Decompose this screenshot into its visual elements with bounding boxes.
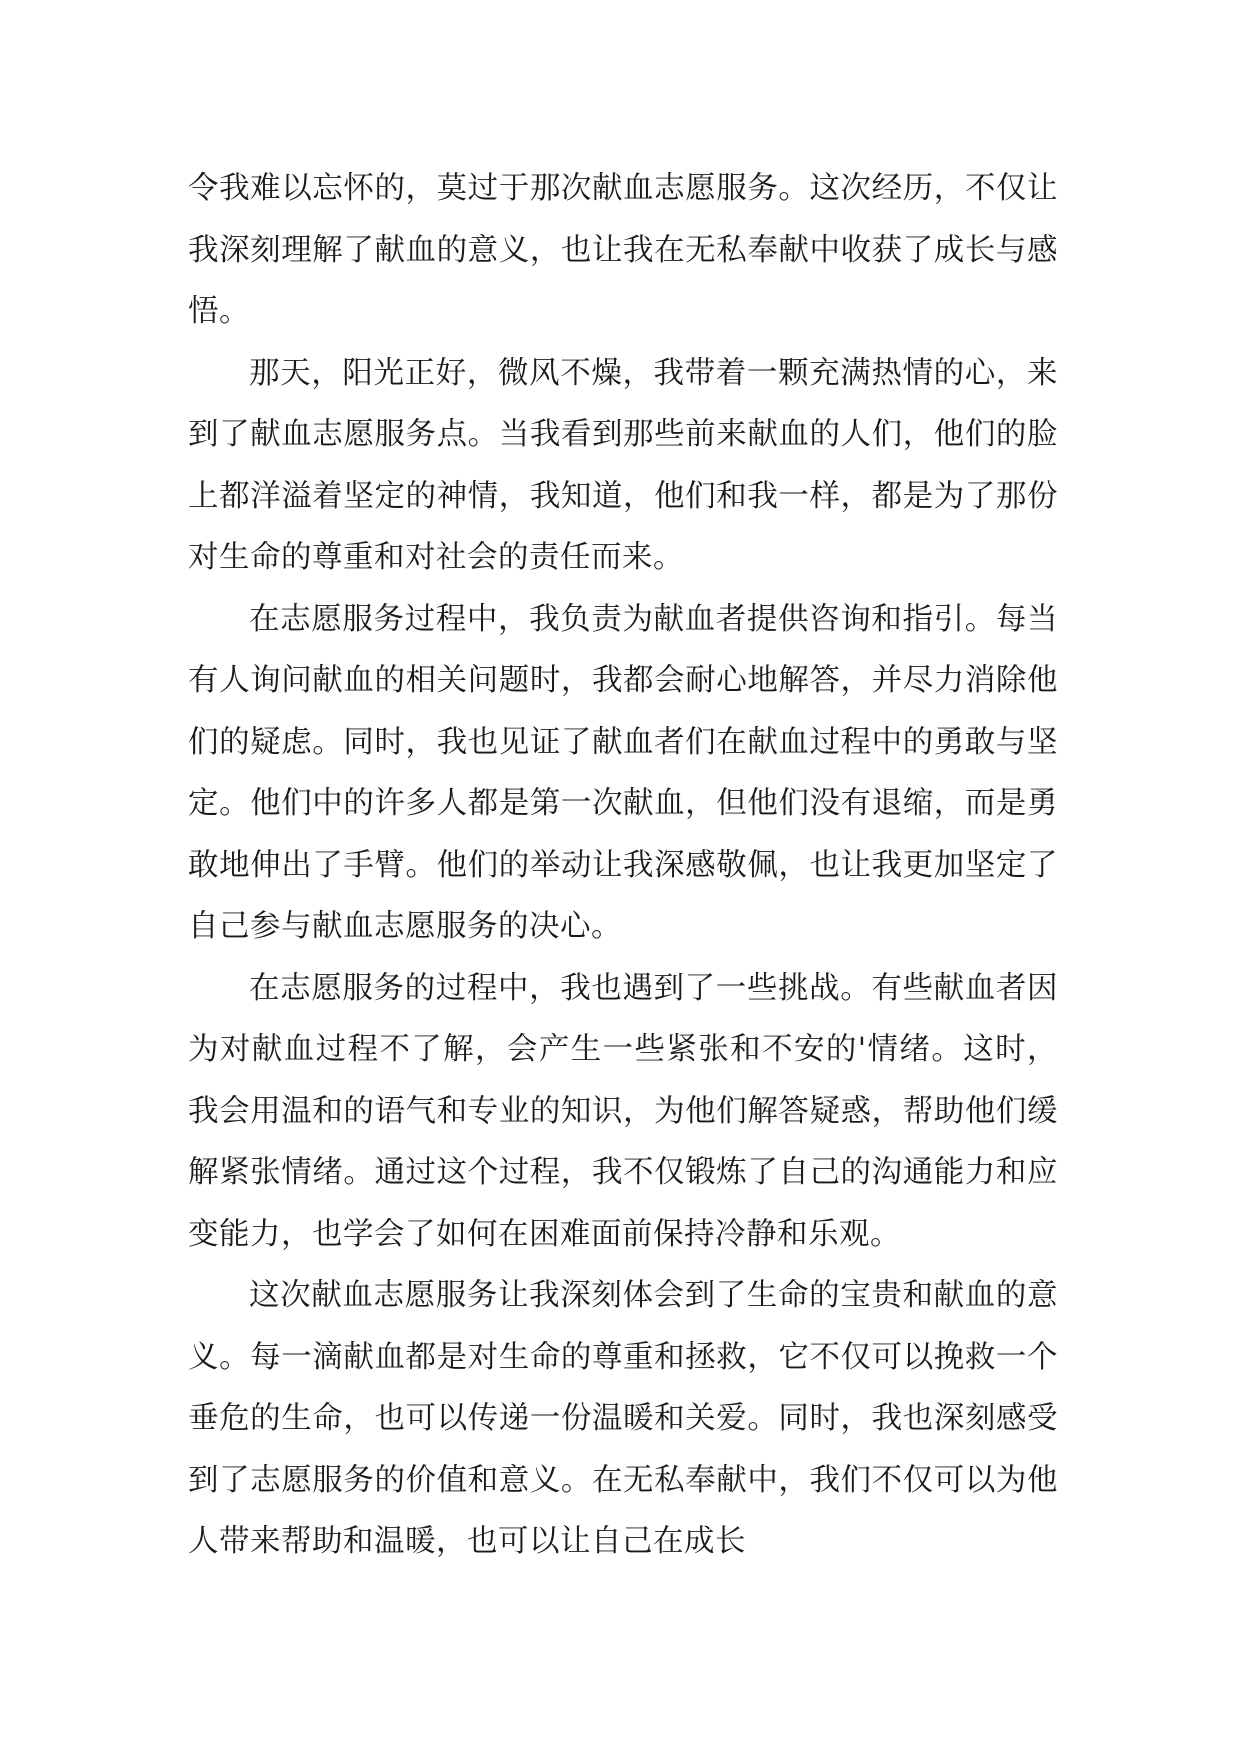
paragraph-3: 在志愿服务过程中，我负责为献血者提供咨询和指引。每当有人询问献血的相关问题时，我都会耐心地解答，并尽力消除他们的疑虑。同时，我也见证了献血者们在献血过程中的勇敢与坚定。他们中的许多人都是第一次献血，但他们没有退缩，而是勇敢地伸出了手臂。他们的举动让我深感敬佩，也让我更加坚定了自己参与献血志愿服务的决心。 [188, 601, 1058, 944]
paragraph-1: 令我难以忘怀的，莫过于那次献血志愿服务。这次经历，不仅让我深刻理解了献血的意义，也让我在无私奉献中收获了成长与感悟。 [188, 171, 1058, 329]
paragraph-5: 这次献血志愿服务让我深刻体会到了生命的宝贵和献血的意义。每一滴献血都是对生命的尊重和拯救，它不仅可以挽救一个垂危的生命，也可以传递一份温暖和关爱。同时，我也深刻感受到了志愿服务的价值和意义。在无私奉献中，我们不仅可以为他人带来帮助和温暖，也可以让自己在成长 [188, 1278, 1058, 1559]
paragraph-2: 那天，阳光正好，微风不燥，我带着一颗充满热情的心，来到了献血志愿服务点。当我看到那些前来献血的人们，他们的脸上都洋溢着坚定的神情，我知道，他们和我一样，都是为了那份对生命的尊重和对社会的责任而来。 [188, 355, 1058, 575]
document-body [188, 158, 1058, 1573]
paragraph-4: 在志愿服务的过程中，我也遇到了一些挑战。有些献血者因为对献血过程不了解，会产生一些紧张和不安的'情绪。这时，我会用温和的语气和专业的知识，为他们解答疑惑，帮助他们缓解紧张情绪。通过这个过程，我不仅锻炼了自己的沟通能力和应变能力，也学会了如何在困难面前保持冷静和乐观。 [188, 970, 1058, 1252]
